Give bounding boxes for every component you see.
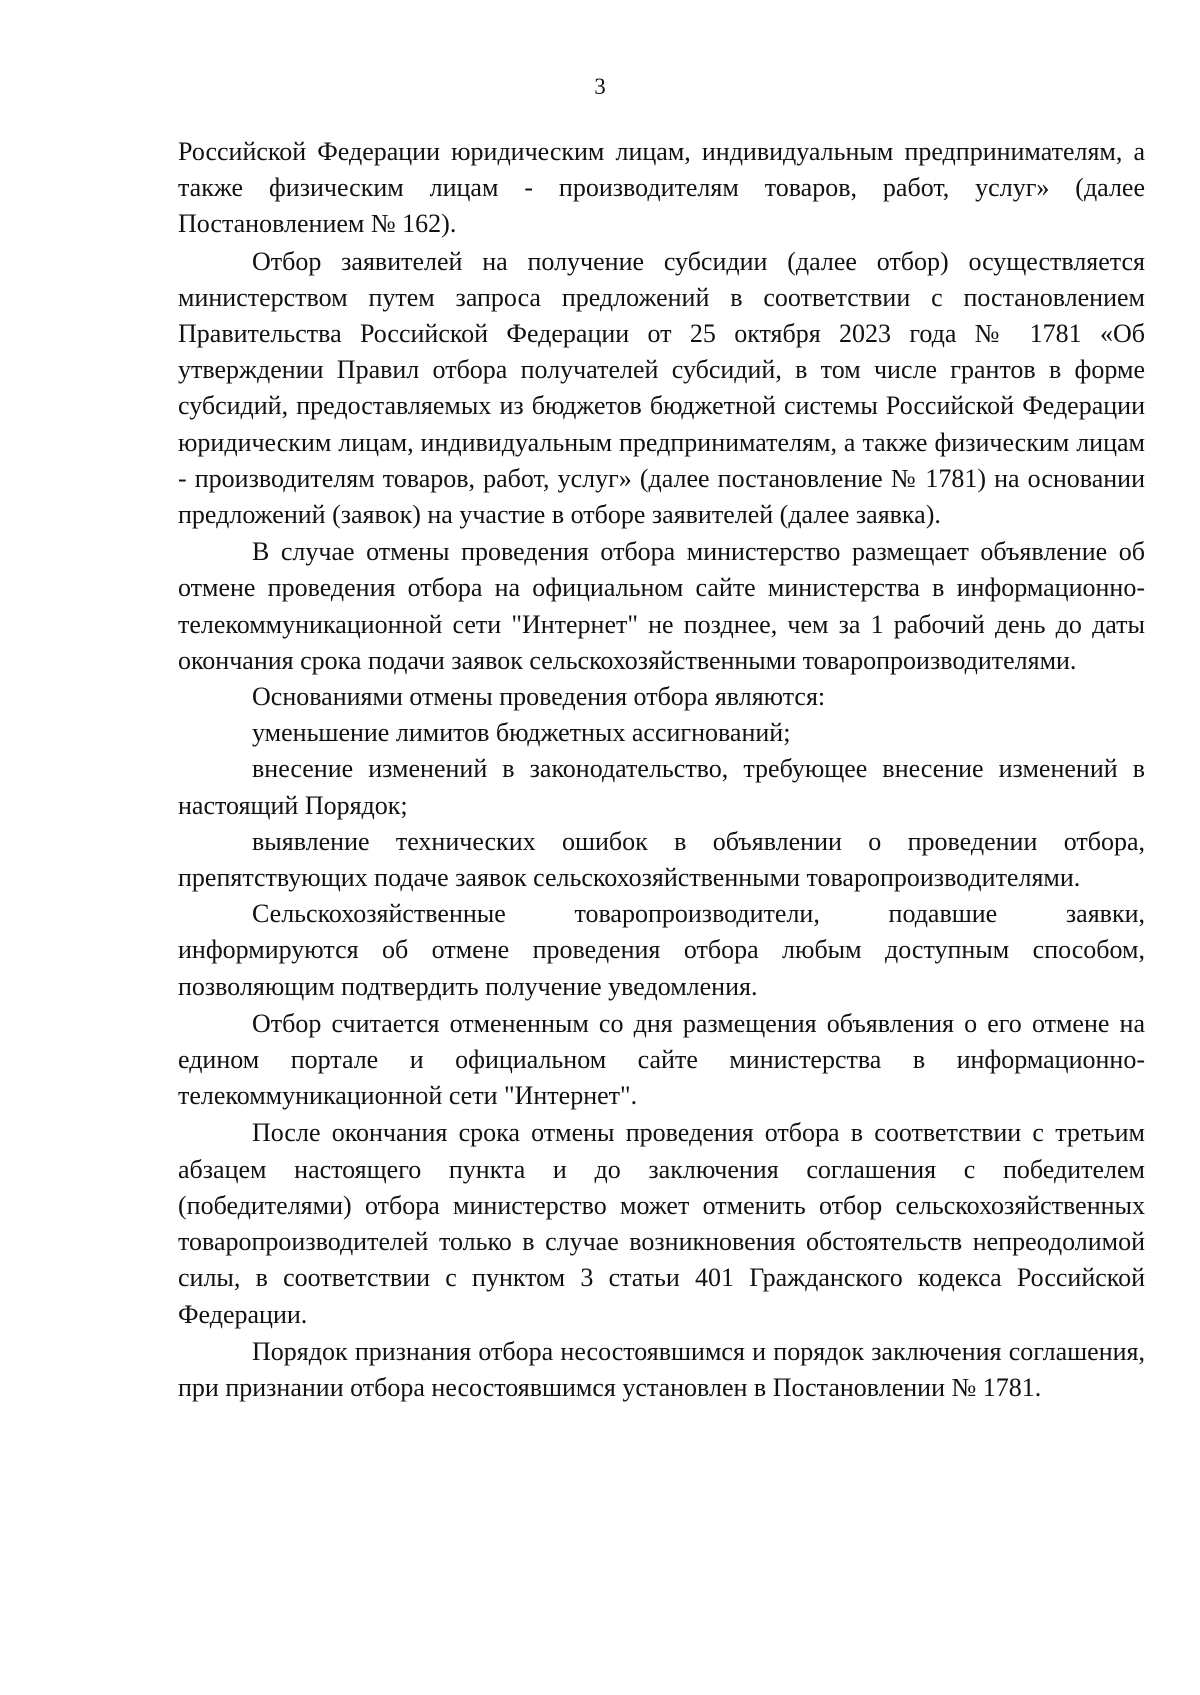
paragraph-selection-procedure: Отбор заявителей на получение субсидии (далее отбор) осуществляется министерством путем запроса предложений в соответствии с постановлением Правительства Российской Федерации от 25 октября 2023 года № 1781 «Об утверждении Правил отбора получателей субсидий, в том числе грантов в форме субсидий, предоставляемых из бюджетов бюджетной системы Российской Федерации юридическим лицам, индивидуальным предпринимателям, а также физическим лицам - производителям товаров, работ, услуг» (далее постановление № 1781) на основании предложений (заявок) на участие в отборе заявителей (далее заявка). <box>178 246 1145 530</box>
paragraph-cancellation-grounds: Основаниями отмены проведения отбора являются: <box>252 682 826 712</box>
paragraph-cancellation-effective: Отбор считается отмененным со дня размещения объявления о его отмене на едином портале и официальном сайте министерства в информационно-телекоммуникационной сети "Интернет". <box>178 1008 1145 1111</box>
list-item-budget-reduction: уменьшение лимитов бюджетных ассигнований; <box>252 718 791 748</box>
list-item-legislation-change: внесение изменений в законодательство, требующее внесение изменений в настоящий Порядок; <box>178 754 1145 820</box>
page-number: 3 <box>594 74 606 99</box>
list-item-technical-errors: выявление технических ошибок в объявлении о проведении отбора, препятствующих подаче заявок сельскохозяйственными товаропроизводителями. <box>178 826 1145 893</box>
paragraph-applicants-informed: Сельскохозяйственные товаропроизводители, подавшие заявки, информируются об отмене проведения отбора любым доступным способом, позволяющим подтвердить получение уведомления. <box>178 899 1145 1001</box>
paragraph-cancellation-notice: В случае отмены проведения отбора министерство размещает объявление об отмене проведения отбора на официальном сайте министерства в информационно-телекоммуникационной сети "Интернет" не позднее, чем за 1 рабочий день до даты окончания срока подачи заявок сельскохозяйственными товаропроизводителями. <box>178 537 1145 675</box>
paragraph-continuation: Российской Федерации юридическим лицам, индивидуальным предпринимателям, а также физическим лицам - производителям товаров, работ, услуг» (далее Постановлением № 162). <box>178 137 1145 239</box>
paragraph-force-majeure: После окончания срока отмены проведения отбора в соответствии с третьим абзацем настоящего пункта и до заключения соглашения с победителем (победителями) отбора министерство может отменить отбор сельскохозяйственных товаропроизводителей только в случае возникновения обстоятельств непреодолимой силы, в соответствии с пунктом 3 статьи 401 Гражданского кодекса Российской Федерации. <box>178 1118 1145 1329</box>
paragraph-failed-selection: Порядок признания отбора несостоявшимся и порядок заключения соглашения, при признании отбора несостоявшимся установлен в Постановлении № 1781. <box>178 1336 1145 1402</box>
document-body <box>178 134 1145 1406</box>
